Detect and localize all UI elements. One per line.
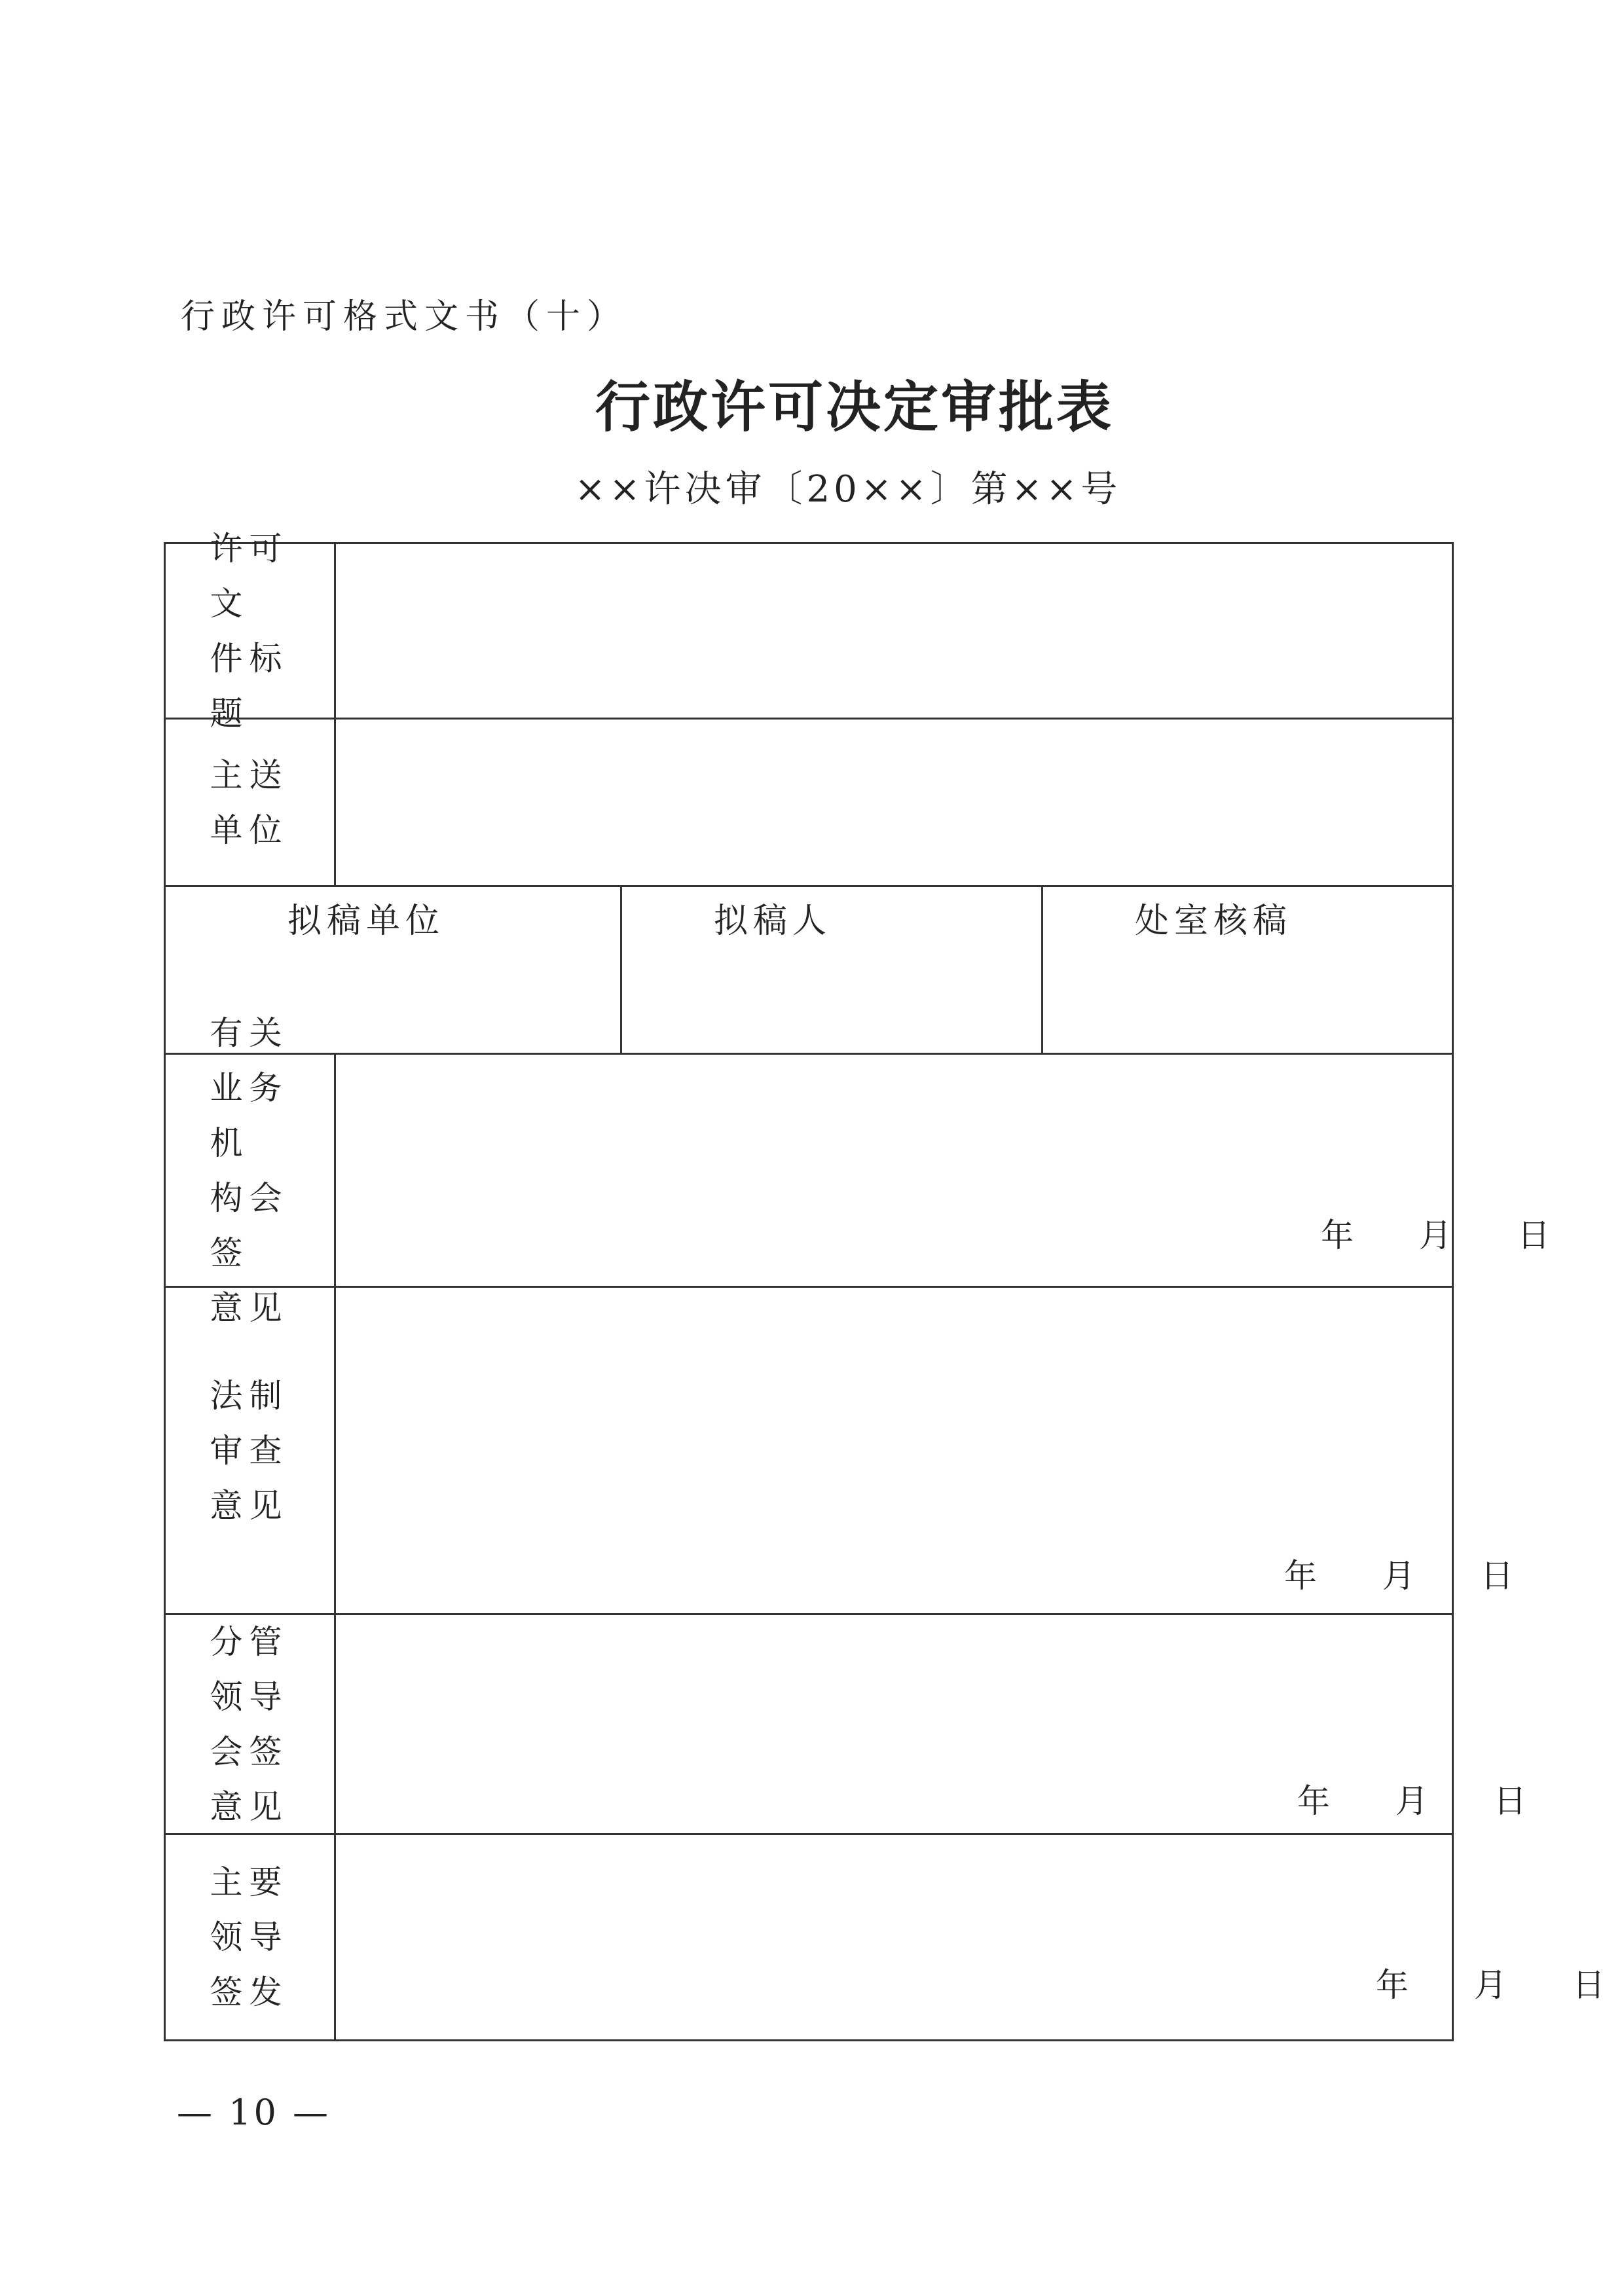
agency-opinion-date [1321, 1216, 1550, 1254]
page-number: — 10 — [177, 2092, 331, 2133]
permit-title-label: 许可文 件标题 [210, 529, 289, 733]
year-label: 年 [1321, 1216, 1354, 1254]
year-label: 年 [1284, 1557, 1317, 1595]
day-label: 日 [1517, 1216, 1550, 1254]
legal-opinion-date [1284, 1557, 1513, 1595]
document-type: 行政许可格式文书（十） [181, 297, 628, 337]
deputy-opinion-label: 分管 领导 会签 意见 [210, 1622, 289, 1826]
legal-opinion-label: 法制 审查 意见 [210, 1376, 289, 1525]
document-title: 行政许可决定审批表 [595, 374, 1114, 439]
month-label: 月 [1419, 1216, 1452, 1254]
agency-opinion-label: 有关 业务机 构会签 意见 [210, 1013, 289, 1327]
recipient-field[interactable] [336, 720, 1452, 885]
legal-opinion-row [166, 1288, 1513, 1615]
day-label: 日 [1494, 1782, 1526, 1820]
document-number: ××许决审〔20××〕第××号 [574, 468, 1122, 511]
recipient-label: 主送 单位 [210, 756, 289, 849]
chief-sign-field[interactable] [336, 1835, 1605, 2039]
legal-opinion-label-cell [166, 1288, 336, 1613]
legal-opinion-field[interactable] [336, 1288, 1513, 1613]
deputy-opinion-field[interactable] [336, 1615, 1526, 1833]
drafter-label: 拟稿人 [714, 902, 832, 941]
permit-title-field[interactable] [336, 544, 1452, 718]
chief-sign-row [166, 1835, 1605, 2039]
agency-opinion-field[interactable] [336, 1055, 1550, 1286]
recipient-label-cell [166, 720, 336, 885]
month-label: 月 [1474, 1966, 1507, 2004]
month-label: 月 [1395, 1782, 1428, 1820]
deputy-opinion-label-cell [166, 1615, 336, 1833]
recipient-row [166, 720, 1452, 887]
drafting-unit-label: 拟稿单位 [287, 902, 445, 941]
chief-sign-label-cell [166, 1835, 336, 2039]
review-cell[interactable] [1043, 887, 1452, 1053]
review-label: 处室核稿 [1135, 902, 1293, 941]
permit-title-label-cell [166, 529, 336, 733]
day-label: 日 [1572, 1966, 1605, 2004]
agency-opinion-label-cell [166, 1013, 336, 1327]
drafter-cell[interactable] [622, 887, 1043, 1053]
approval-form-table [164, 529, 1605, 2041]
day-label: 日 [1481, 1557, 1513, 1595]
chief-sign-date [1376, 1966, 1605, 2004]
agency-opinion-row [166, 1013, 1550, 1327]
permit-title-row [166, 529, 1452, 733]
month-label: 月 [1382, 1557, 1415, 1595]
year-label: 年 [1297, 1782, 1330, 1820]
deputy-opinion-date [1297, 1782, 1526, 1820]
deputy-opinion-row [166, 1615, 1526, 1835]
year-label: 年 [1376, 1966, 1409, 2004]
drafting-row [166, 887, 1452, 1055]
chief-sign-label: 主要 领导 签发 [210, 1863, 289, 2011]
